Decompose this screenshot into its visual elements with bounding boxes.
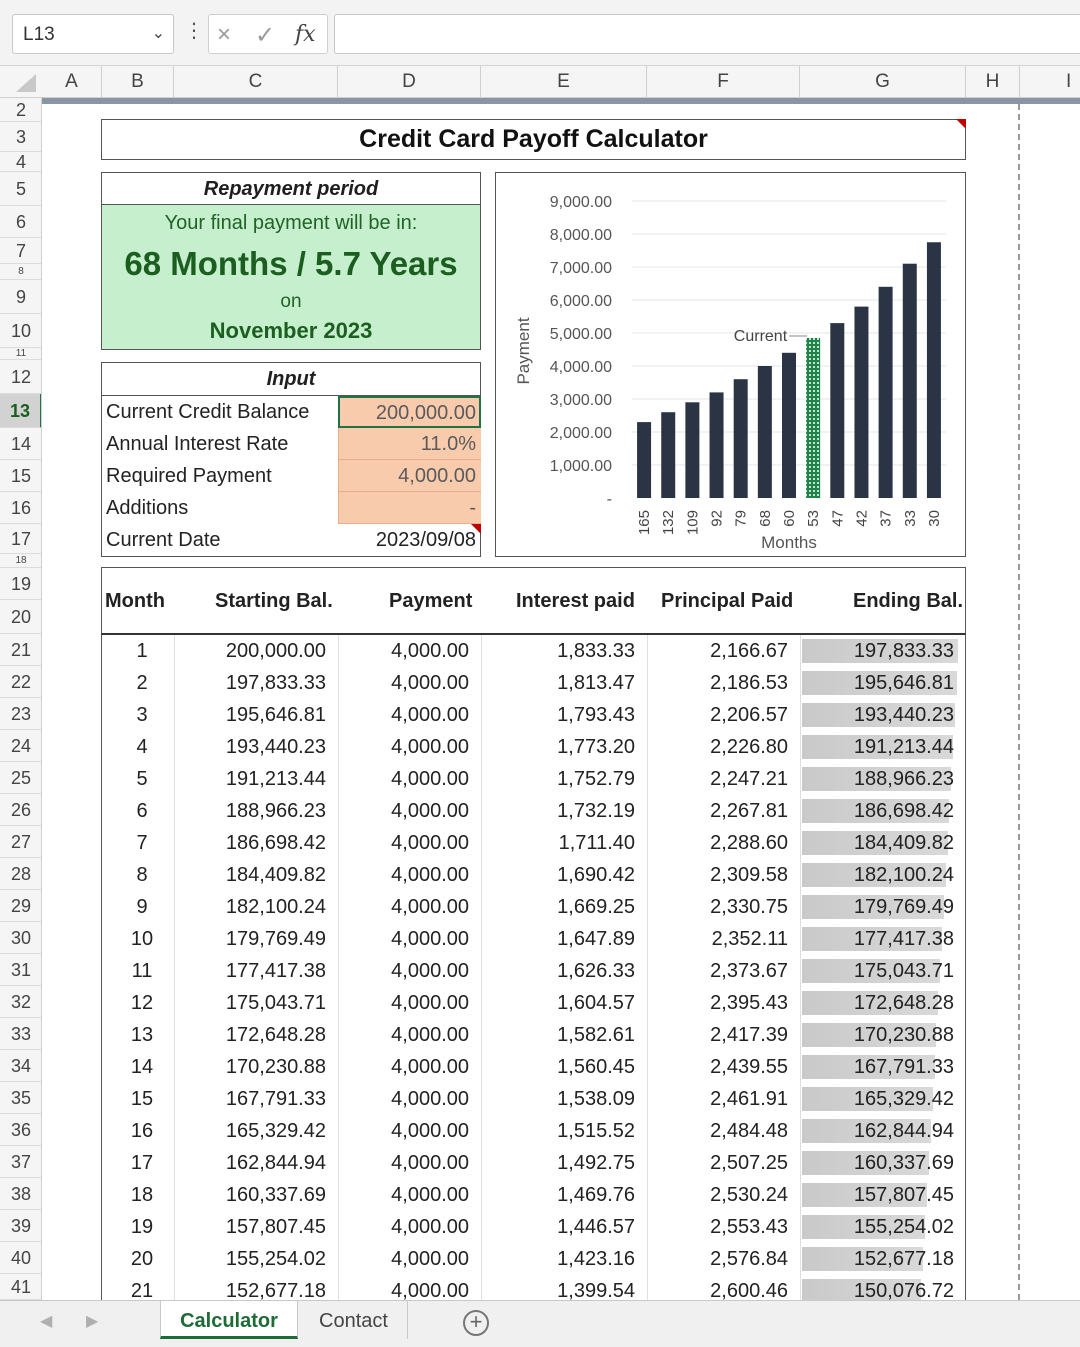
column-header-c[interactable]: C <box>174 66 338 98</box>
payment-cell: 4,000.00 <box>391 1216 469 1238</box>
chevron-down-icon[interactable]: ⌄ <box>151 25 165 42</box>
principal-paid-cell: 2,439.55 <box>710 1056 788 1078</box>
month-cell: 9 <box>136 896 148 918</box>
chart-bar <box>685 402 699 498</box>
chart-bar <box>734 379 748 498</box>
payment-cell: 4,000.00 <box>391 1120 469 1142</box>
ending-balance-cell: 179,769.49 <box>853 896 954 918</box>
month-cell: 15 <box>130 1088 154 1110</box>
table-row[interactable] <box>102 795 965 827</box>
date-input[interactable]: 2023/09/08 <box>375 529 476 551</box>
row-header-30[interactable]: 30 <box>0 922 42 954</box>
table-row[interactable] <box>102 1179 965 1211</box>
more-options-icon[interactable]: ⋮ <box>184 20 204 42</box>
starting-balance-cell: 193,440.23 <box>225 736 326 758</box>
row-header-17[interactable]: 17 <box>0 524 42 554</box>
x-tick-label: 53 <box>805 510 823 527</box>
annotation-current: Current <box>733 327 788 345</box>
next-sheet-icon[interactable]: ▶ <box>86 1313 99 1330</box>
payment-cell: 4,000.00 <box>391 864 469 886</box>
row-header-26[interactable]: 26 <box>0 794 42 826</box>
comment-indicator[interactable] <box>956 119 966 129</box>
y-tick-label: 2,000.00 <box>549 425 612 442</box>
payment-cell: 4,000.00 <box>391 1152 469 1174</box>
repayment-header: Repayment period <box>101 172 481 205</box>
month-cell: 6 <box>136 800 148 822</box>
comment-indicator-additions[interactable] <box>471 524 481 534</box>
payment-cell: 4,000.00 <box>391 1024 469 1046</box>
row-header-3[interactable]: 3 <box>0 122 42 152</box>
x-tick-label: 109 <box>684 510 702 536</box>
input-row-additions <box>102 492 481 524</box>
principal-paid-cell: 2,484.48 <box>710 1120 788 1142</box>
input-panel <box>101 396 481 557</box>
chart-bar <box>854 307 868 498</box>
y-tick-label: 8,000.00 <box>549 227 612 244</box>
interest-paid-cell: 1,515.52 <box>557 1120 635 1142</box>
table-row[interactable] <box>102 923 965 955</box>
ending-balance-cell: 152,677.18 <box>853 1248 954 1270</box>
row-header-4[interactable]: 4 <box>0 152 42 172</box>
month-cell: 2 <box>136 672 148 694</box>
interest-paid-cell: 1,446.57 <box>557 1216 635 1238</box>
y-tick-label: 9,000.00 <box>549 194 612 211</box>
principal-paid-cell: 2,600.46 <box>710 1280 788 1300</box>
row-header-11[interactable]: 11 <box>0 348 42 360</box>
tab-calculator[interactable]: Calculator <box>160 1301 298 1339</box>
ending-balance-cell: 160,337.69 <box>853 1152 954 1174</box>
interest-paid-cell: 1,492.75 <box>557 1152 635 1174</box>
header-starting-balance: Starting Bal. <box>215 590 333 612</box>
ending-balance-cell: 157,807.45 <box>853 1184 954 1206</box>
payment-cell: 4,000.00 <box>391 800 469 822</box>
starting-balance-cell: 165,329.42 <box>225 1120 326 1142</box>
payment-cell: 4,000.00 <box>391 896 469 918</box>
row-header-16[interactable]: 16 <box>0 492 42 524</box>
y-tick-label: 3,000.00 <box>549 392 612 409</box>
payment-label: Required Payment <box>106 465 272 487</box>
table-row[interactable] <box>102 1115 965 1147</box>
chart-bar <box>758 366 772 498</box>
table-row[interactable] <box>102 731 965 763</box>
x-axis-title: Months <box>761 533 817 552</box>
principal-paid-cell: 2,226.80 <box>710 736 788 758</box>
payment-cell: 4,000.00 <box>391 832 469 854</box>
row-header-22[interactable]: 22 <box>0 666 42 698</box>
chart-bar <box>661 412 675 498</box>
table-row[interactable] <box>102 1083 965 1115</box>
month-cell: 3 <box>136 704 148 726</box>
month-cell: 5 <box>136 768 148 790</box>
payment-cell: 4,000.00 <box>391 1248 469 1270</box>
row-header-24[interactable]: 24 <box>0 730 42 762</box>
month-cell: 11 <box>131 960 153 982</box>
formula-input[interactable] <box>334 14 1080 54</box>
interest-paid-cell: 1,833.33 <box>557 640 635 662</box>
row-header-29[interactable]: 29 <box>0 890 42 922</box>
interest-paid-cell: 1,711.40 <box>558 832 635 854</box>
interest-paid-cell: 1,626.33 <box>557 960 635 982</box>
ending-balance-cell: 193,440.23 <box>853 704 954 726</box>
insert-function-icon[interactable]: fx <box>295 22 316 47</box>
row-header-bar <box>0 98 42 1300</box>
on-label: on <box>280 291 302 312</box>
payment-cell: 4,000.00 <box>391 1088 469 1110</box>
payment-cell: 4,000.00 <box>391 1280 469 1300</box>
schedule-header <box>101 567 966 635</box>
starting-balance-cell: 188,966.23 <box>225 800 326 822</box>
y-tick-label: 7,000.00 <box>549 260 612 277</box>
x-tick-label: 33 <box>901 510 919 527</box>
y-tick-label: 4,000.00 <box>549 359 612 376</box>
payment-cell: 4,000.00 <box>391 1184 469 1206</box>
principal-paid-cell: 2,576.84 <box>710 1248 788 1270</box>
month-cell: 12 <box>130 992 154 1014</box>
interest-paid-cell: 1,813.47 <box>557 672 635 694</box>
input-header: Input <box>101 362 481 396</box>
principal-paid-cell: 2,288.60 <box>710 832 788 854</box>
row-header-6[interactable]: 6 <box>0 206 42 238</box>
x-tick-label: 42 <box>853 510 871 527</box>
starting-balance-cell: 177,417.38 <box>225 960 326 982</box>
row-header-35[interactable]: 35 <box>0 1082 42 1114</box>
y-tick-label: 1,000.00 <box>549 458 612 475</box>
interest-paid-cell: 1,538.09 <box>557 1088 635 1110</box>
table-row[interactable] <box>102 1147 965 1179</box>
row-header-23[interactable]: 23 <box>0 698 42 730</box>
column-header-g[interactable]: G <box>800 66 966 98</box>
starting-balance-cell: 200,000.00 <box>225 640 326 662</box>
principal-paid-cell: 2,186.53 <box>710 672 788 694</box>
interest-paid-cell: 1,773.20 <box>557 736 635 758</box>
principal-paid-cell: 2,395.43 <box>710 992 788 1014</box>
column-header-b[interactable]: B <box>102 66 174 98</box>
month-cell: 18 <box>130 1184 154 1206</box>
calculator-title: Credit Card Payoff Calculator <box>101 119 966 160</box>
x-tick-label: 68 <box>756 510 774 527</box>
additions-input[interactable]: - <box>338 492 481 524</box>
starting-balance-cell: 175,043.71 <box>225 992 326 1014</box>
ending-balance-cell: 186,698.42 <box>853 800 954 822</box>
month-cell: 14 <box>130 1056 154 1078</box>
starting-balance-cell: 160,337.69 <box>225 1184 326 1206</box>
formula-bar <box>0 0 1080 66</box>
column-header-d[interactable]: D <box>338 66 481 98</box>
table-row[interactable] <box>102 891 965 923</box>
row-header-2[interactable]: 2 <box>0 98 42 122</box>
row-header-25[interactable]: 25 <box>0 762 42 794</box>
row-header-13[interactable]: 13 <box>0 394 42 428</box>
column-header-a[interactable]: A <box>42 66 102 98</box>
row-header-14[interactable]: 14 <box>0 428 42 460</box>
header-payment: Payment <box>389 590 473 612</box>
interest-paid-cell: 1,690.42 <box>557 864 635 886</box>
chart-bar <box>637 422 651 498</box>
table-row[interactable] <box>102 859 965 891</box>
payment-cell: 4,000.00 <box>391 928 469 950</box>
date-label: Current Date <box>106 529 221 551</box>
add-sheet-icon[interactable]: + <box>463 1310 489 1336</box>
principal-paid-cell: 2,309.58 <box>710 864 788 886</box>
row-header-18[interactable]: 18 <box>0 554 42 568</box>
table-row[interactable] <box>102 763 965 795</box>
month-cell: 19 <box>130 1216 154 1238</box>
y-tick-label: 5,000.00 <box>549 326 612 343</box>
month-cell: 7 <box>136 832 148 854</box>
name-box[interactable] <box>12 14 174 54</box>
interest-paid-cell: 1,469.76 <box>557 1184 635 1206</box>
principal-paid-cell: 2,373.67 <box>710 960 788 982</box>
row-header-9[interactable]: 9 <box>0 280 42 314</box>
table-row[interactable] <box>102 667 965 699</box>
cancel-icon[interactable]: × <box>217 21 232 48</box>
x-tick-label: 132 <box>660 510 678 536</box>
x-tick-label: 37 <box>877 510 895 527</box>
ending-balance-cell: 162,844.94 <box>853 1120 954 1142</box>
formula-actions <box>208 14 328 54</box>
ending-balance-cell: 184,409.82 <box>853 832 954 854</box>
row-header-15[interactable]: 15 <box>0 460 42 492</box>
row-header-34[interactable]: 34 <box>0 1050 42 1082</box>
table-row[interactable] <box>102 1051 965 1083</box>
ending-balance-cell: 165,329.42 <box>853 1088 954 1110</box>
x-tick-label: 92 <box>708 510 726 527</box>
chart-svg <box>496 173 967 558</box>
principal-paid-cell: 2,507.25 <box>710 1152 788 1174</box>
interest-paid-cell: 1,793.43 <box>557 704 635 726</box>
x-tick-label: 79 <box>732 510 750 527</box>
ending-balance-cell: 170,230.88 <box>853 1024 954 1046</box>
principal-paid-cell: 2,206.57 <box>710 704 788 726</box>
interest-paid-cell: 1,647.89 <box>557 928 635 950</box>
interest-paid-cell: 1,560.45 <box>557 1056 635 1078</box>
column-header-h[interactable]: H <box>966 66 1020 98</box>
ending-balance-cell: 177,417.38 <box>853 928 954 950</box>
page-break-line <box>1018 104 1020 1300</box>
row-header-39[interactable]: 39 <box>0 1210 42 1242</box>
ending-balance-cell: 197,833.33 <box>853 640 954 662</box>
table-row[interactable] <box>102 1275 965 1300</box>
month-cell: 21 <box>130 1280 154 1300</box>
row-header-28[interactable]: 28 <box>0 858 42 890</box>
payment-schedule-table <box>101 635 966 1300</box>
ending-balance-cell: 191,213.44 <box>853 736 954 758</box>
x-tick-label: 47 <box>829 510 847 527</box>
chart-bar <box>806 338 820 498</box>
interest-paid-cell: 1,604.57 <box>557 992 635 1014</box>
month-cell: 20 <box>130 1248 154 1270</box>
principal-paid-cell: 2,553.43 <box>710 1216 788 1238</box>
tab-contact[interactable]: Contact <box>300 1301 408 1339</box>
starting-balance-cell: 157,807.45 <box>225 1216 326 1238</box>
starting-balance-cell: 182,100.24 <box>225 896 326 918</box>
starting-balance-cell: 170,230.88 <box>225 1056 326 1078</box>
ending-balance-cell: 167,791.33 <box>853 1056 954 1078</box>
freeze-pane-divider <box>42 98 1080 104</box>
row-header-8[interactable]: 8 <box>0 264 42 280</box>
table-row[interactable] <box>102 987 965 1019</box>
input-row-payment <box>102 460 481 492</box>
table-row[interactable] <box>102 827 965 859</box>
ending-balance-cell: 155,254.02 <box>853 1216 954 1238</box>
month-cell: 1 <box>136 640 148 662</box>
column-header-bar <box>0 66 1080 98</box>
principal-paid-cell: 2,166.67 <box>710 640 788 662</box>
chart-bar <box>830 323 844 498</box>
interest-paid-cell: 1,582.61 <box>557 1024 635 1046</box>
interest-paid-cell: 1,669.25 <box>557 896 635 918</box>
row-header-41[interactable]: 41 <box>0 1274 42 1300</box>
payment-cell: 4,000.00 <box>391 672 469 694</box>
payment-cell: 4,000.00 <box>391 960 469 982</box>
name-box-value: L13 <box>23 24 55 45</box>
row-header-20[interactable]: 20 <box>0 600 42 634</box>
confirm-icon[interactable]: ✓ <box>255 22 276 49</box>
header-interest-paid: Interest paid <box>516 590 635 612</box>
y-tick-label: 6,000.00 <box>549 293 612 310</box>
input-row-date <box>102 524 481 556</box>
payoff-duration: 68 Months / 5.7 Years <box>124 245 458 282</box>
interest-paid-cell: 1,423.16 <box>557 1248 635 1270</box>
chart-bar <box>903 264 917 498</box>
starting-balance-cell: 195,646.81 <box>225 704 326 726</box>
principal-paid-cell: 2,352.11 <box>711 928 788 950</box>
chart-bar <box>879 287 893 498</box>
month-cell: 17 <box>130 1152 154 1174</box>
row-header-32[interactable]: 32 <box>0 986 42 1018</box>
row-header-37[interactable]: 37 <box>0 1146 42 1178</box>
month-cell: 13 <box>130 1024 154 1046</box>
interest-paid-cell: 1,732.19 <box>557 800 635 822</box>
starting-balance-cell: 191,213.44 <box>225 768 326 790</box>
payment-cell: 4,000.00 <box>391 736 469 758</box>
row-header-31[interactable]: 31 <box>0 954 42 986</box>
ending-balance-cell: 182,100.24 <box>853 864 954 886</box>
payment-cell: 4,000.00 <box>391 768 469 790</box>
starting-balance-cell: 184,409.82 <box>225 864 326 886</box>
table-row[interactable] <box>102 955 965 987</box>
row-header-27[interactable]: 27 <box>0 826 42 858</box>
select-all-corner[interactable] <box>16 74 36 92</box>
payment-cell: 4,000.00 <box>391 704 469 726</box>
principal-paid-cell: 2,417.39 <box>710 1024 788 1046</box>
row-header-19[interactable]: 19 <box>0 568 42 600</box>
ending-balance-cell: 175,043.71 <box>853 960 954 982</box>
interest-paid-cell: 1,752.79 <box>557 768 635 790</box>
y-axis-title: Payment <box>514 317 533 385</box>
principal-paid-cell: 2,461.91 <box>710 1088 788 1110</box>
table-row[interactable] <box>102 1243 965 1275</box>
header-month: Month <box>105 590 165 612</box>
principal-paid-cell: 2,330.75 <box>710 896 788 918</box>
chart-bar <box>782 353 796 498</box>
additions-label: Additions <box>106 497 189 519</box>
payment-input[interactable]: 4,000.00 <box>338 460 481 492</box>
month-cell: 8 <box>136 864 148 886</box>
header-ending-balance: Ending Bal. <box>853 590 963 612</box>
row-header-21[interactable]: 21 <box>0 634 42 666</box>
month-cell: 16 <box>130 1120 154 1142</box>
row-header-33[interactable]: 33 <box>0 1018 42 1050</box>
starting-balance-cell: 155,254.02 <box>225 1248 326 1270</box>
row-header-12[interactable]: 12 <box>0 360 42 394</box>
chart-bar <box>710 392 724 498</box>
input-row-rate <box>102 428 481 460</box>
balance-input[interactable]: 200,000.00 <box>338 396 481 428</box>
sheet-tab-bar <box>0 1300 1080 1347</box>
principal-paid-cell: 2,247.21 <box>710 768 788 790</box>
month-cell: 10 <box>130 928 154 950</box>
column-header-e[interactable]: E <box>481 66 647 98</box>
starting-balance-cell: 167,791.33 <box>225 1088 326 1110</box>
payment-cell: 4,000.00 <box>391 1056 469 1078</box>
rate-input[interactable]: 11.0% <box>338 428 481 460</box>
x-tick-label: 30 <box>925 510 943 527</box>
principal-paid-cell: 2,530.24 <box>710 1184 788 1206</box>
ending-balance-cell: 188,966.23 <box>853 768 954 790</box>
row-header-7[interactable]: 7 <box>0 238 42 264</box>
interest-paid-cell: 1,399.54 <box>557 1280 635 1300</box>
row-header-5[interactable]: 5 <box>0 172 42 206</box>
balance-label: Current Credit Balance <box>106 401 310 423</box>
month-cell: 4 <box>136 736 148 758</box>
column-header-f[interactable]: F <box>647 66 800 98</box>
repayment-panel <box>101 205 481 350</box>
row-header-10[interactable]: 10 <box>0 314 42 348</box>
payment-cell: 4,000.00 <box>391 992 469 1014</box>
ending-balance-cell: 150,076.72 <box>853 1280 954 1300</box>
final-payment-label: Your final payment will be in: <box>164 212 418 234</box>
chart-bar <box>927 242 941 498</box>
y-tick-label: - <box>606 491 612 508</box>
starting-balance-cell: 179,769.49 <box>225 928 326 950</box>
ending-balance-cell: 172,648.28 <box>853 992 954 1014</box>
payoff-date: November 2023 <box>209 318 373 343</box>
input-row-balance <box>102 396 481 428</box>
x-tick-label: 165 <box>636 510 654 536</box>
table-row[interactable] <box>102 1019 965 1051</box>
rate-label: Annual Interest Rate <box>106 433 289 455</box>
table-row[interactable] <box>102 699 965 731</box>
ending-balance-cell: 195,646.81 <box>853 672 954 694</box>
row-header-40[interactable]: 40 <box>0 1242 42 1274</box>
row-header-38[interactable]: 38 <box>0 1178 42 1210</box>
table-row[interactable] <box>102 1211 965 1243</box>
row-header-36[interactable]: 36 <box>0 1114 42 1146</box>
starting-balance-cell: 172,648.28 <box>225 1024 326 1046</box>
payment-cell: 4,000.00 <box>391 640 469 662</box>
starting-balance-cell: 197,833.33 <box>225 672 326 694</box>
table-row[interactable] <box>102 635 965 667</box>
starting-balance-cell: 152,677.18 <box>225 1280 326 1300</box>
starting-balance-cell: 162,844.94 <box>225 1152 326 1174</box>
header-principal-paid: Principal Paid <box>661 590 794 612</box>
x-tick-label: 60 <box>781 510 798 527</box>
prev-sheet-icon[interactable]: ◀ <box>40 1313 53 1330</box>
starting-balance-cell: 186,698.42 <box>225 832 326 854</box>
column-header-i[interactable]: I <box>1020 66 1080 98</box>
principal-paid-cell: 2,267.81 <box>710 800 788 822</box>
payoff-chart[interactable] <box>495 172 966 557</box>
